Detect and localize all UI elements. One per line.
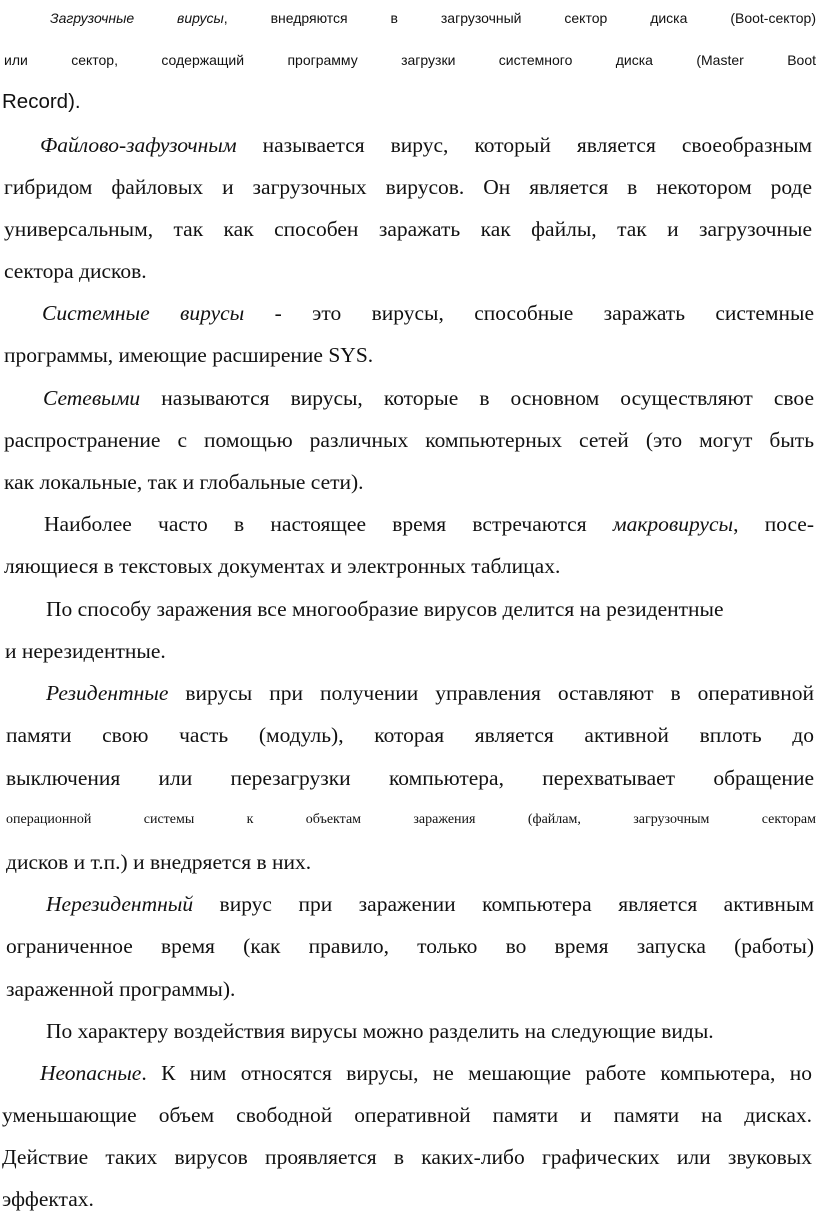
term-nonresident-viruses: Нерезидентный: [46, 892, 194, 916]
paragraph-harmless-viruses-line-3: Действие таких вирусов проявляется в каких-либо графических или звуковых: [2, 1145, 812, 1169]
paragraph-nonresident-viruses-line-2: ограниченное время (как правило, только во время запуска (работы): [6, 934, 814, 958]
paragraph-boot-viruses-line-3: Record).: [2, 90, 81, 113]
term-boot-viruses: Загрузочные вирусы: [50, 10, 224, 26]
paragraph-resident-viruses-line-3: выключения или перезагрузки компьютера, перехватывает обращение: [6, 766, 814, 790]
paragraph-harmless-viruses-line-2: уменьшающие объем свободной оперативной памяти и памяти на дисках.: [2, 1103, 812, 1127]
paragraph-system-viruses-line-1: Системные вирусы - это вирусы, способные заражать системные: [42, 301, 815, 325]
term-macro-viruses: макровирусы: [612, 512, 734, 536]
paragraph-file-boot-viruses-line-3: универсальным, так как способен заражать как файлы, так и загрузочные: [4, 217, 812, 241]
paragraph-file-boot-viruses-line-4: сектора дисков.: [4, 259, 147, 283]
term-network-viruses: Сетевыми: [43, 386, 141, 410]
term-file-boot-viruses: Файлово-зафузочным: [40, 133, 237, 157]
paragraph-resident-viruses-line-5: дисков и т.п.) и внедряется в них.: [6, 850, 312, 874]
paragraph-boot-viruses-line-1: Загрузочные вирусы, внедряются в загрузочный сектор диска (Boot-сектор): [50, 10, 816, 26]
paragraph-macro-viruses-line-1: Наиболее часто в настоящее время встречаются макровирусы, посе-: [44, 512, 814, 536]
paragraph-infection-method-line-1: По способу заражения все многообразие вирусов делится на резидентные: [46, 597, 724, 621]
paragraph-boot-viruses-line-2: или сектор, содержащий программу загрузки системного диска (Master Boot: [4, 52, 816, 68]
paragraph-resident-viruses-line-2: памяти свою часть (модуль), которая является активной вплоть до: [6, 723, 814, 747]
term-resident-viruses: Резидентные: [46, 681, 169, 705]
paragraph-nonresident-viruses-line-3: зараженной программы).: [6, 977, 236, 1001]
paragraph-network-viruses-line-1: Сетевыми называются вирусы, которые в основном осуществляют свое: [43, 386, 814, 410]
paragraph-file-boot-viruses-line-1: Файлово-зафузочным называется вирус, который является своеобразным: [40, 133, 812, 157]
paragraph-resident-viruses-line-4: операционной системы к объектам заражения (файлам, загрузочным секторам: [6, 812, 816, 827]
paragraph-file-boot-viruses-line-2: гибридом файловых и загрузочных вирусов. Он является в некотором роде: [4, 175, 812, 199]
term-system-viruses: Системные вирусы: [42, 301, 245, 325]
paragraph-harmless-viruses-line-4: эффектах.: [2, 1187, 94, 1211]
paragraph-harmless-viruses-line-1: Неопасные. К ним относятся вирусы, не мешающие работе компьютера, но: [40, 1061, 812, 1085]
paragraph-system-viruses-line-2: программы, имеющие расширение SYS.: [4, 343, 374, 367]
paragraph-network-viruses-line-3: как локальные, так и глобальные сети).: [4, 470, 364, 494]
paragraph-resident-viruses-line-1: Резидентные вирусы при получении управления оставляют в оперативной: [46, 681, 814, 705]
paragraph-nonresident-viruses-line-1: Нерезидентный вирус при заражении компьютера является активным: [46, 892, 814, 916]
paragraph-infection-method-line-2: и нерезидентные.: [5, 639, 166, 663]
paragraph-impact-types-line-1: По характеру воздействия вирусы можно разделить на следующие виды.: [46, 1019, 714, 1043]
paragraph-macro-viruses-line-2: ляющиеся в текстовых документах и электронных таблицах.: [4, 554, 561, 578]
paragraph-network-viruses-line-2: распространение с помощью различных компьютерных сетей (это могут быть: [4, 428, 814, 452]
term-harmless-viruses: Неопасные: [40, 1061, 142, 1085]
